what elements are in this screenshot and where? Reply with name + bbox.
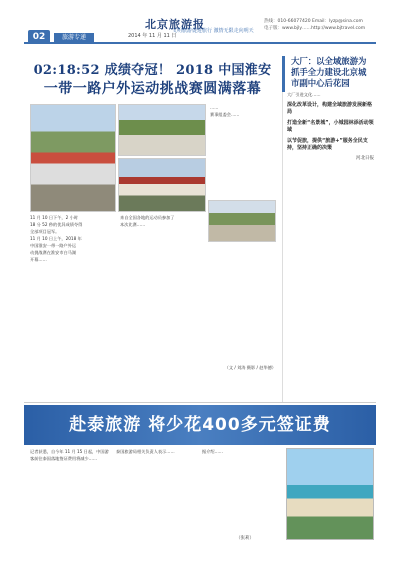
banner-headline: 赴泰旅游 将少花400多元签证费 <box>24 405 376 445</box>
page-number: 02 <box>28 30 50 44</box>
sidebar-article <box>282 56 374 402</box>
bottom-column-3: 据介绍…… <box>202 449 223 454</box>
event-photo-3 <box>118 158 206 212</box>
event-photo-2 <box>118 104 206 156</box>
page-header <box>24 14 376 54</box>
article-column-1: 11 月 10 日下午，2 小时 18 分 52 秒的优异成绩夺得 全部项目冠军。 11 月 10 日上午，2018 年 中国淮安一带一路户外运 动挑战赛在淮安市白马湖 开幕…… <box>30 215 83 262</box>
article-headline <box>30 62 275 98</box>
sidebar-subhead-1: 深化改革设计，构建全域旅游发展新格局 <box>287 102 373 115</box>
sidebar-accent <box>282 56 285 92</box>
sidebar-subhead-2: 打造全新“名景城”，小城园林添活动领域 <box>287 120 374 133</box>
article-column-3: …… 赛事组委会…… <box>210 105 240 117</box>
header-contact: 热线：010-66077420 Email：lyzp@sina.com 电子版：www.bjly……http://www.bjtravel.com <box>264 19 366 31</box>
section-divider <box>24 402 376 403</box>
article-column-2: 来自全国各地的运动员参加了 本次比赛…… <box>120 215 175 227</box>
newspaper-logo: 北京旅游报 <box>145 18 205 31</box>
bottom-column-2: 泰国旅游局相关负责人表示…… <box>116 449 175 454</box>
beach-photo <box>286 448 374 540</box>
event-photo-1 <box>30 104 116 212</box>
header-rule <box>24 42 376 44</box>
article-author: （文 / 刘涛 摄影 / 赵华德） <box>224 365 276 370</box>
sidebar-source: 河北日报 <box>356 156 374 161</box>
bottom-column-1: 记者获悉，自今年 11 月 15 日起，中国游客前往泰国落地签证费用将减少…… <box>30 449 109 461</box>
event-photo-4 <box>208 200 276 242</box>
sidebar-subhead-3: 以节促旅，提供“旅游+”服务全民支持，坚持正确的决策 <box>287 138 368 151</box>
headline-line-1: 02:18:52 成绩夺冠！ 2018 中国淮安 <box>33 63 272 78</box>
sidebar-intro: 大厂引进文化…… <box>287 92 321 97</box>
page-tag: 旅游专递 <box>54 33 94 42</box>
issue-date: 2014 年 11 月 11 日 <box>128 33 177 39</box>
sidebar-title: 大厂：以全域旅游为抓手全力建设北京城市副中心后花园 <box>291 56 367 88</box>
article-column-4 <box>210 244 276 400</box>
bottom-author: （张莉） <box>236 536 254 541</box>
header-slogan: 文明旅游促进旅行 激情无限走向明天 <box>172 28 254 34</box>
headline-line-2: 一带一路户外运动挑战赛圆满落幕 <box>43 81 262 97</box>
